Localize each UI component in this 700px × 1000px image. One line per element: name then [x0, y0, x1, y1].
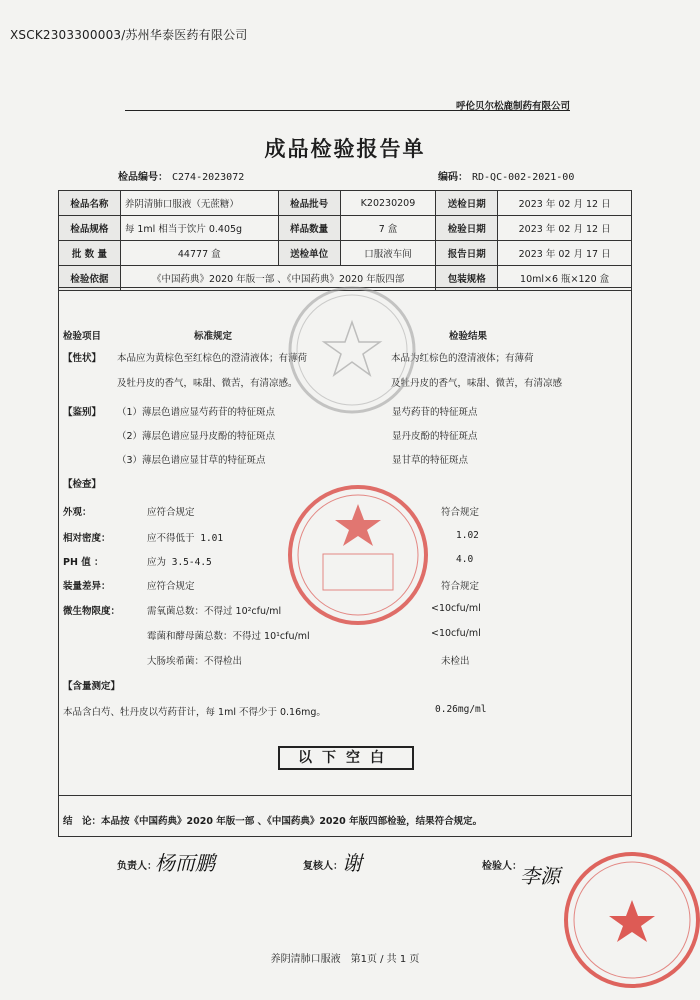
table-row	[59, 241, 632, 266]
conclusion-text: 本品按《中国药典》2020 年版一部 、《中国药典》2020 年版四部检验，结果符合规定。	[101, 816, 483, 827]
result-text: 显芍药苷的特征斑点	[392, 407, 478, 418]
standard-text: （1）薄层色谱应显芍药苷的特征斑点	[117, 407, 276, 418]
cell-value: 养阴清肺口服液（无蔗糖）	[120, 191, 278, 216]
inspection-number-value: C274-2023072	[172, 172, 245, 183]
inspection-number-label: 检品编号：	[118, 172, 168, 183]
result-text: 显丹皮酚的特征斑点	[392, 431, 478, 442]
cell-label: 检验日期	[436, 216, 498, 241]
reviewer-label: 复核人：	[303, 861, 343, 872]
standard-text: 本品应为黄棕色至红棕色的澄清液体；有薄荷	[117, 353, 308, 364]
result-text: 0.26mg/ml	[435, 704, 487, 715]
report-title: 成品检验报告单	[264, 137, 426, 161]
cell-value: 7 盒	[340, 216, 436, 241]
standard-text: 应符合规定	[147, 507, 195, 518]
sample-info-table	[58, 190, 632, 291]
cell-label: 送检单位	[278, 241, 340, 266]
reviewer-signature: 谢	[342, 851, 362, 875]
document-source-note: XSCK2303300003/苏州华泰医药有限公司	[10, 28, 248, 42]
conclusion-divider	[59, 795, 631, 796]
standard-text: （2）薄层色谱应显丹皮酚的特征斑点	[117, 431, 276, 442]
column-header-result: 检验结果	[449, 331, 488, 342]
section-label-assay: 【含量测定】	[63, 681, 121, 692]
result-text: 及牡丹皮的香气，味甜、微苦，有清凉感	[391, 378, 563, 389]
section-label-identification: 【鉴别】	[63, 407, 102, 418]
item-label: 微生物限度：	[63, 606, 121, 617]
standard-text: 本品含白芍、牡丹皮以芍药苷计，每 1ml 不得少于 0.16mg。	[63, 707, 326, 718]
document-code-value: RD-QC-002-2021-00	[472, 172, 575, 183]
cell-label: 检验依据	[59, 266, 121, 291]
blank-below-mark: 以下空白	[278, 746, 414, 770]
item-label: 外观：	[63, 507, 92, 518]
table-row	[59, 216, 632, 241]
result-text: <10cfu/ml	[431, 628, 481, 639]
header-rule	[125, 110, 570, 111]
standard-text: 及牡丹皮的香气，味甜、微苦，有清凉感。	[117, 378, 298, 389]
result-text: 1.02	[456, 530, 479, 541]
inspection-number	[118, 168, 244, 183]
result-text: 显甘草的特征斑点	[392, 455, 469, 466]
cell-label: 送检日期	[436, 191, 498, 216]
cell-value: 44777 盒	[120, 241, 278, 266]
conclusion	[63, 813, 482, 827]
result-text: 符合规定	[441, 581, 480, 592]
standard-text: （3）薄层色谱应显甘草的特征斑点	[117, 455, 266, 466]
section-label-inspection: 【检查】	[63, 479, 102, 490]
page-footer: 养阴清肺口服液 第1页 / 共 1 页	[270, 954, 420, 965]
cell-label: 检品名称	[59, 191, 121, 216]
column-header-standard: 标准规定	[194, 331, 233, 342]
cell-label: 报告日期	[436, 241, 498, 266]
result-text: 符合规定	[441, 507, 480, 518]
checker-signature: 李源	[520, 864, 560, 888]
cell-value: 2023 年 02 月 12 日	[498, 191, 632, 216]
result-text: <10cfu/ml	[431, 603, 481, 614]
document-code-label: 编码：	[438, 172, 468, 183]
standard-text: 需氧菌总数：不得过 10²cfu/ml	[147, 606, 282, 617]
item-label: 装量差异：	[63, 581, 111, 592]
owner-signature: 杨而鹏	[155, 851, 215, 875]
cell-value: K20230209	[340, 191, 436, 216]
standard-text: 大肠埃希菌：不得检出	[147, 656, 243, 667]
owner-label: 负责人：	[117, 861, 157, 872]
section-label-appearance: 【性状】	[63, 353, 102, 364]
conclusion-label: 结 论：	[63, 816, 102, 827]
result-text: 4.0	[456, 554, 474, 565]
column-header-item: 检验项目	[63, 331, 102, 342]
cell-value: 2023 年 02 月 12 日	[498, 216, 632, 241]
standard-text: 应为 3.5-4.5	[147, 557, 212, 568]
item-label: PH 值 ：	[63, 557, 104, 568]
company-name: 呼伦贝尔松鹿制药有限公司	[455, 101, 570, 112]
cell-label: 检品规格	[59, 216, 121, 241]
item-label: 相对密度：	[63, 533, 111, 544]
table-row	[59, 191, 632, 216]
cell-value: 2023 年 02 月 17 日	[498, 241, 632, 266]
corner-company-seal	[560, 848, 700, 988]
cell-label: 批 数 量	[59, 241, 121, 266]
standard-text: 霉菌和酵母菌总数：不得过 10¹cfu/ml	[147, 631, 310, 642]
cell-value: 《中国药典》2020 年版一部 、《中国药典》2020 年版四部	[120, 266, 436, 291]
document-code	[438, 168, 574, 183]
checker-label: 检验人：	[482, 861, 522, 872]
result-text: 未检出	[441, 656, 470, 667]
standard-text: 应符合规定	[147, 581, 195, 592]
cell-value: 口服液车间	[340, 241, 436, 266]
standard-text: 应不得低于 1.01	[147, 533, 224, 544]
cell-label: 样品数量	[278, 216, 340, 241]
cell-label: 检品批号	[278, 191, 340, 216]
result-text: 本品为红棕色的澄清液体；有薄荷	[391, 353, 534, 364]
cell-value: 10ml×6 瓶×120 盒	[498, 266, 632, 291]
cell-label: 包装规格	[436, 266, 498, 291]
cell-value: 每 1ml 相当于饮片 0.405g	[120, 216, 278, 241]
